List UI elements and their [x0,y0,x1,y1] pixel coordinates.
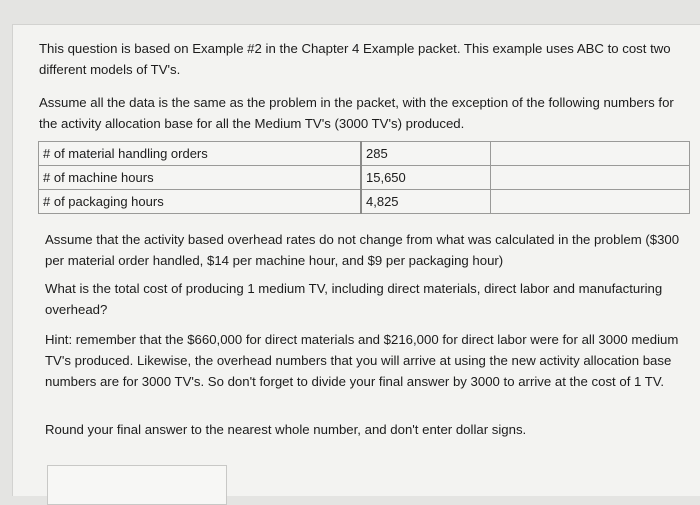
question-prompt: What is the total cost of producing 1 medium TV, including direct materials, direct labor and manufacturing overhead? [45,281,663,317]
table-cell-label: # of machine hours [39,166,362,190]
table-row [39,142,690,166]
table-cell-blank [491,166,690,190]
table-cell-value: 15,650 [361,166,491,190]
rates-text: Assume that the activity based overhead rates do not change from what was calculated in the problem ($300 per material order handled, $14 per machine hour, and $9 per packaging hour) [45,232,680,268]
rounding-instruction: Round your final answer to the nearest whole number, and don't enter dollar signs. [45,422,527,437]
table-cell-value: 4,825 [361,190,491,214]
table-cell-blank [491,190,690,214]
table-cell-label: # of packaging hours [39,190,362,214]
question-panel [12,24,700,496]
table-row [39,166,690,190]
hint-text: Hint: remember that the $660,000 for direct materials and $216,000 for direct labor were for all 3000 medium TV's produced. Likewise, the overhead numbers that you will arrive at using the new activity allocation base numbers are for 3000 TV's. So don't forget to divide your final answer by 3000 to arrive at the cost of 1 TV. [45,332,679,389]
table-cell-blank [491,142,690,166]
table-cell-label: # of material handling orders [39,142,362,166]
table-row [39,190,690,214]
assumption-text: Assume all the data is the same as the problem in the packet, with the exception of the following numbers for the activity allocation base for all the Medium TV's (3000 TV's) produced. [39,95,674,131]
answer-input[interactable] [47,465,227,505]
activity-base-table [38,141,690,214]
intro-text: This question is based on Example #2 in the Chapter 4 Example packet. This example uses ABC to cost two different models of TV's. [39,41,671,77]
table-cell-value: 285 [361,142,491,166]
